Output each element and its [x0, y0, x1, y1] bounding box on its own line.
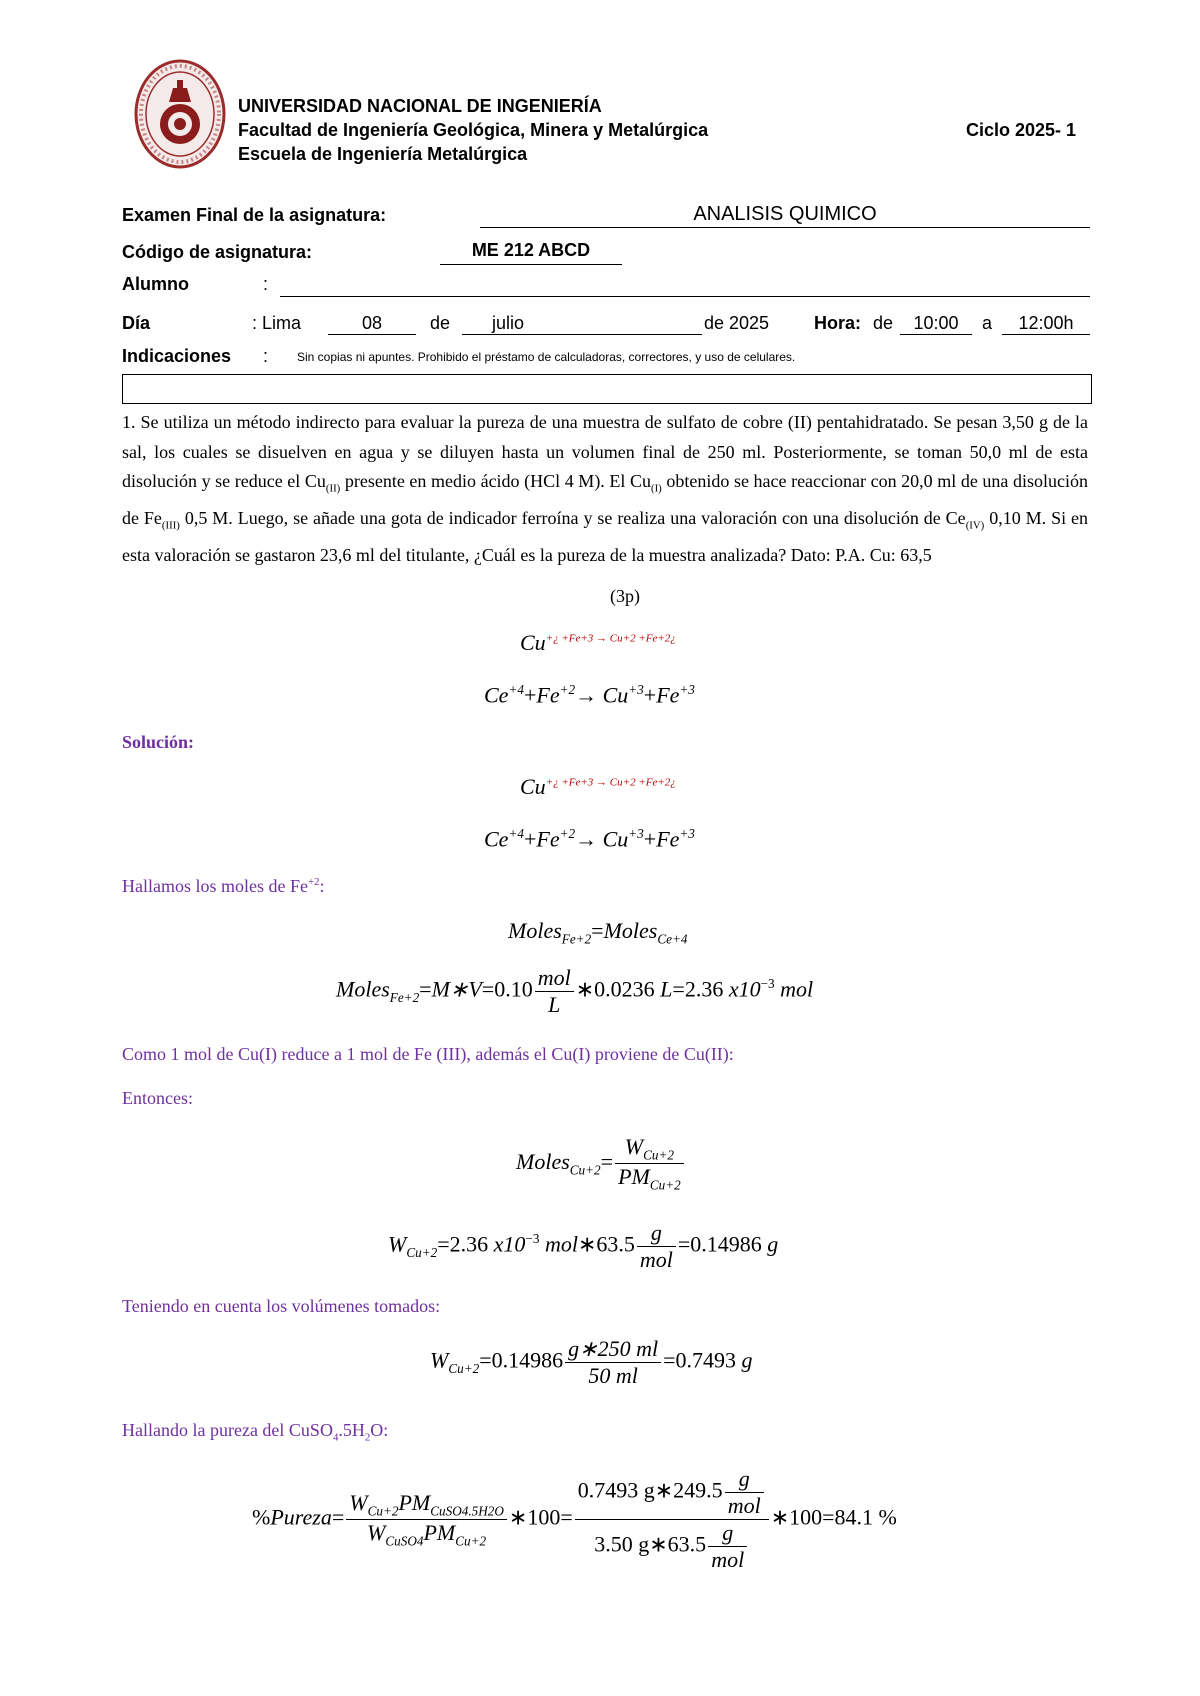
time-to: 12:00h — [1002, 313, 1090, 335]
day-value: 08 — [328, 313, 416, 335]
problem-points: (3p) — [610, 586, 640, 606]
as-statement: Como 1 mol de Cu(I) reduce a 1 mol de Fe (III), además el Cu(I) proviene de Cu(II): — [122, 1044, 734, 1064]
answer-box — [122, 374, 1092, 404]
month-value: julio — [462, 313, 702, 335]
indications-colon: : — [263, 346, 269, 366]
moles-fe-heading: Hallamos los moles de $Fe^{+2}$: — [122, 876, 325, 896]
eq-moles-equal: Moles$_{Fe+2}$=Moles$_{Ce+4}$ — [508, 918, 688, 947]
student-name-line[interactable] — [280, 296, 1090, 297]
solution-reaction-2: $Ce^{+4}+Fe^{+2}\to Cu^{+3}+Fe^{+3}$ — [484, 826, 695, 852]
university-name: UNIVERSIDAD NACIONAL DE INGENIERÍA — [238, 96, 602, 116]
hour-label: Hora: — [814, 313, 862, 333]
reaction-1: $Cu^{+¿ +Fe+3 \to Cu+2 +Fe+2¿}$ — [520, 630, 676, 655]
student-colon: : — [263, 274, 269, 294]
solution-reaction-1: $Cu^{+¿ +Fe+3 \to Cu+2 +Fe+2¿}$ — [520, 774, 676, 799]
code-label: Código de asignatura: — [122, 242, 313, 262]
day-de: de — [430, 313, 451, 333]
solution-title: Solución: — [122, 732, 195, 752]
then-statement: Entonces: — [122, 1088, 193, 1108]
indications-label: Indicaciones — [122, 346, 232, 366]
university-logo — [133, 58, 227, 170]
eq-purity: %Pureza= $\frac{W_{Cu+2}PM_{CuSO4.5H2O}}{W_{CuSO4}PM_{Cu+2}}$ ∗100= 0.7493 g∗249.5 $\frac{g}{\text{mol}}$ 3.50 g∗63.5 $\frac{g}{\text{mol}}$ ∗100=84.1 % — [252, 1466, 897, 1572]
purity-heading: Hallando la pureza del $CuSO_4.5H_2O$: — [122, 1420, 389, 1444]
exam-label: Examen Final de la asignatura: — [122, 205, 387, 225]
course-name-field — [480, 203, 1090, 228]
student-label: Alumno — [122, 274, 189, 294]
hour-a: a — [982, 313, 993, 333]
cycle-label: Ciclo 2025- 1 — [966, 120, 1077, 140]
eq-moles-calc: Moles$_{Fe+2}$=M∗V=0.10 $\frac{\text{mol}}{L}$ ∗0.0236 L=2.36 $x10^{-3}$ mol — [336, 965, 814, 1017]
indications-text: Sin copias ni apuntes. Prohibido el préstamo de calculadoras, correctores, y uso de celulares. — [297, 350, 796, 364]
school-name: Escuela de Ingeniería Metalúrgica — [238, 144, 528, 164]
eq-w-total: $W_{Cu+2}=0.14986$ $\frac{g∗250 ml}{50 ml}$ =0.7493 g — [430, 1336, 753, 1388]
year-text: de 2025 — [704, 313, 770, 333]
eq-moles-cu: Moles$_{Cu+2}$= $\frac{W_{Cu+2}}{PM_{Cu+2}}$ — [516, 1134, 686, 1194]
hour-de: de — [873, 313, 894, 333]
course-name: ANALISIS QUIMICO — [693, 203, 877, 225]
reaction-2: $Ce^{+4}+Fe^{+2}\to Cu^{+3}+Fe^{+3}$ — [484, 682, 695, 708]
eq-w-cu: $W_{Cu+2}=2.36$ $x10^{-3}$ mol∗63.5 $\frac{g}{\text{mol}}$ =0.14986 g — [388, 1220, 779, 1272]
faculty-name: Facultad de Ingeniería Geológica, Minera y Metalúrgica — [238, 120, 709, 140]
day-label: Día — [122, 313, 151, 333]
time-from: 10:00 — [900, 313, 972, 335]
course-code-field — [440, 240, 622, 265]
volumes-statement: Teniendo en cuenta los volúmenes tomados: — [122, 1296, 441, 1316]
course-code: ME 212 ABCD — [471, 240, 591, 260]
problem-statement: 1. Se utiliza un método indirecto para evaluar la pureza de una muestra de sulfato de cobre (II) pentahidratado. Se pesan 3,50 g de la sal, los cuales se disuelven en agua y se diluyen hasta un volumen final de 250 ml. Posteriormente, se toman 50,0 ml de esta disolución y se reduce el $Cu_{(II)}$ presente en medio ácido (HCl 4 M). El $Cu_{(I)}$ obtenido se hace reaccionar con 20,0 ml de una disolución de $Fe_{(III)}$ 0,5 M. Luego, se añade una gota de indicador ferroína y se realiza una valoración con una disolución de $Ce_{(IV)}$ 0,10 M. Si en esta valoración se gastaron 23,6 ml del titulante, ¿Cuál es la pureza de la muestra analizada? Dato: P.A. Cu: 63,5 — [122, 412, 1088, 566]
day-place: : Lima — [252, 313, 302, 333]
